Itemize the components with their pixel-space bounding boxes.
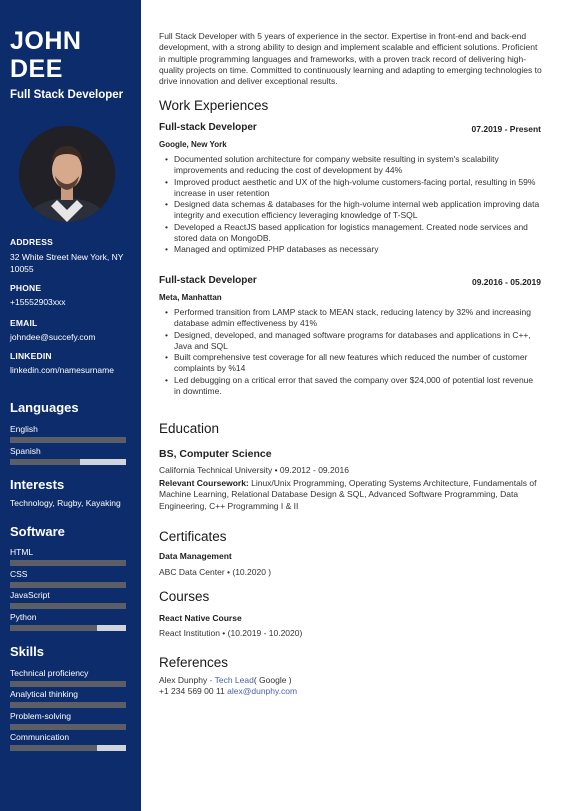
job-company: Meta, Manhattan <box>159 293 222 302</box>
coursework-list: Linux/Unix Programming, Operating Systems Architecture, Fundamentals of Machine Learning, Relational Database Design & SQL, Advanced Software Programming, Data Engineering, C++ Programming I & II <box>159 478 537 511</box>
software-level-bar <box>10 560 126 566</box>
skill-label: Technical proficiency <box>10 668 89 678</box>
job-bullet: • Led debugging on a critical error that saved the company over $24,000 of potential lost revenue in downtime. <box>174 375 540 398</box>
software-label: Python <box>10 612 37 622</box>
reference-line <box>159 675 543 686</box>
skills-heading: Skills <box>10 644 44 659</box>
address-label: ADDRESS <box>10 237 53 247</box>
language-label: English <box>10 424 38 434</box>
job-bullet: • Managed and optimized PHP databases as necessary <box>174 244 540 255</box>
reference-name: Alex Dunphy <box>159 675 208 685</box>
language-level-bar <box>10 459 126 465</box>
interests-text: Technology, Rugby, Kayaking <box>10 498 121 508</box>
skill-label: Problem-solving <box>10 711 71 721</box>
certificates-heading: Certificates <box>159 529 227 544</box>
job-bullet: • Developed a ReactJS based application for logistics management. Created node services and stored data on MongoDB. <box>174 222 540 245</box>
reference-company: ( Google ) <box>253 675 292 685</box>
courses-heading: Courses <box>159 589 210 604</box>
software-heading: Software <box>10 524 65 539</box>
degree-title: BS, Computer Science <box>159 448 272 460</box>
job-date: 07.2019 - Present <box>471 124 541 134</box>
sidebar <box>0 0 141 811</box>
reference-role: - Tech Lead <box>207 675 254 685</box>
job-company: Google, New York <box>159 140 227 149</box>
job-title: Full-stack Developer <box>159 122 257 133</box>
job-bullets <box>174 154 540 256</box>
job-bullets <box>174 307 540 397</box>
software-label: HTML <box>10 547 34 557</box>
software-label: CSS <box>10 569 28 579</box>
skill-level-bar <box>10 681 126 687</box>
candidate-role: Full Stack Developer <box>10 89 124 101</box>
software-label: JavaScript <box>10 590 50 600</box>
job-bullet: • Designed data schemas & databases for the high-volume internal web application improving data integrity and execution efficiency leveraging knowledge of T-SQL <box>174 199 540 222</box>
job-bullet: • Improved product aesthetic and UX of the high-volume customers-facing portal, resulting in 59% increase in user retention <box>174 177 540 200</box>
references-heading: References <box>159 655 229 670</box>
skill-label: Analytical thinking <box>10 689 79 699</box>
certificate-detail: ABC Data Center • (10.2020 ) <box>159 567 272 577</box>
education-heading: Education <box>159 421 220 436</box>
software-level-bar <box>10 582 126 588</box>
email-label: EMAIL <box>10 318 38 328</box>
job-bullet: • Designed, developed, and managed software programs for databases and applications in C++, Java and SQL <box>174 330 540 353</box>
profile-photo <box>19 126 115 222</box>
course-detail: React Institution • (10.2019 - 10.2020) <box>159 628 303 638</box>
coursework-label: Relevant Coursework: <box>159 478 249 488</box>
course-title: React Native Course <box>159 613 242 623</box>
skill-level-bar <box>10 724 126 730</box>
linkedin-value[interactable]: linkedin.com/namesurname <box>10 365 114 375</box>
job-bullet: • Built comprehensive test coverage for all new features which reduced the number of customer complaints by %14 <box>174 352 540 375</box>
work-experience-heading: Work Experiences <box>159 98 269 113</box>
email-value[interactable]: johndee@succefy.com <box>10 332 96 342</box>
reference-email[interactable]: alex@dunphy.com <box>227 686 298 696</box>
languages-heading: Languages <box>10 400 79 415</box>
reference-phone: +1 234 569 00 11 <box>159 686 228 696</box>
job-bullet: • Performed transition from LAMP stack to MEAN stack, reducing latency by 32% and increasing database admin effectiveness by 41% <box>174 307 540 330</box>
linkedin-label: LINKEDIN <box>10 351 52 361</box>
phone-label: PHONE <box>10 283 42 293</box>
school-line: California Technical University • 09.2012 - 09.2016 <box>159 465 349 475</box>
job-title: Full-stack Developer <box>159 275 257 286</box>
language-level-bar <box>10 437 126 443</box>
skill-level-bar <box>10 702 126 708</box>
phone-value: +15552903xxx <box>10 297 66 307</box>
profile-summary: Full Stack Developer with 5 years of experience in the sector. Expertise in front-end and back-end development, with a strong ability to design and implement scalable and efficient solutions. Proficient in multiple programming languages and frameworks, with a proven track record of delivering high-quality projects on time. Committed to continuously learning and adapting to emerging technologies to drive innovation and deliver exceptional results. <box>159 31 542 87</box>
skill-label: Communication <box>10 732 70 742</box>
language-label: Spanish <box>10 446 41 456</box>
software-level-bar <box>10 603 126 609</box>
software-level-bar <box>10 625 126 631</box>
reference-contact <box>159 686 543 697</box>
coursework <box>159 478 543 512</box>
job-bullet: • Documented solution architecture for company website resulting in system's scalability improvements and reducing the cost of development by 44% <box>174 154 540 177</box>
skill-level-bar <box>10 745 126 751</box>
job-date: 09.2016 - 05.2019 <box>471 277 541 287</box>
candidate-name: JOHN DEE <box>10 27 82 83</box>
certificate-title: Data Management <box>159 551 232 561</box>
address-value: 32 White Street New York, NY 10055 <box>10 252 124 274</box>
interests-heading: Interests <box>10 477 65 492</box>
